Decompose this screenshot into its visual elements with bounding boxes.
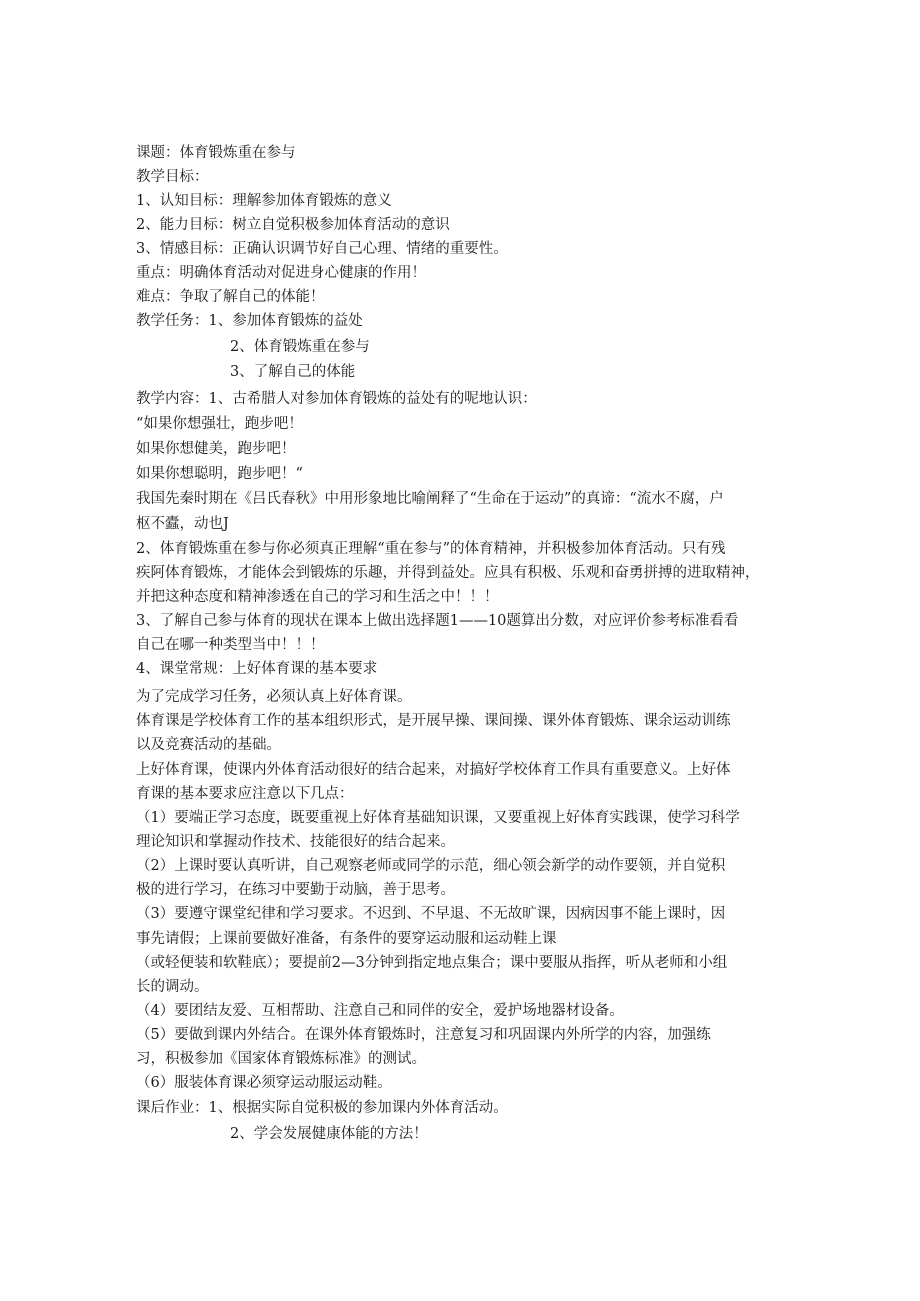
paragraph-line: 事先请假；上课前要做好准备，有条件的要穿运动服和运动鞋上课: [136, 931, 557, 947]
paragraph-line: 极的进行学习，在练习中要勤于动脑，善于思考。: [136, 882, 455, 898]
paragraph-line: 并把这种态度和精神渗透在自己的学习和生活之中！！！: [136, 589, 499, 605]
content-2: 2、体育锻炼重在参与你必须真正理解“重在参与”的体育精神，并积极参加体育活动。只有残: [136, 541, 726, 557]
homework-2: 2、学会发展健康体能的方法！: [230, 1126, 428, 1142]
content-1: 教学内容：1、古希腊人对参加体育锻炼的益处有的呢地认识：: [136, 391, 537, 407]
objective-2: 2、能力目标：树立自觉积极参加体育活动的意识: [136, 217, 450, 233]
key-point: 重点：明确体育活动对促进身心健康的作用！: [136, 265, 426, 281]
objective-3: 3、情感目标：正确认识调节好自己心理、情绪的重要性。: [136, 241, 508, 257]
content-3: 3、了解自己参与体育的现状在课本上做出选择题1——10题算出分数，对应评价参考标准看看: [136, 613, 739, 629]
requirement-1: （1）要端正学习态度，既要重视上好体育基础知识课，又要重视上好体育实践课，使学习科学: [136, 810, 740, 826]
requirement-2: （2）上课时要认真听讲，自己观察老师或同学的示范，细心领会新学的动作要领，并自觉积: [136, 858, 726, 874]
paragraph-line: 长的调动。: [136, 979, 209, 995]
homework-1: 课后作业：1、根据实际自觉积极的参加课内外体育活动。: [136, 1100, 508, 1116]
content-4: 4、课堂常规：上好体育课的基本要求: [136, 661, 378, 677]
objective-1: 1、认知目标：理解参加体育锻炼的意义: [136, 193, 392, 209]
paragraph-line: 为了完成学习任务，必须认真上好体育课。: [136, 689, 412, 705]
paragraph-line: 上好体育课，使课内外体育活动很好的结合起来，对搞好学校体育工作具有重要意义。上好体: [136, 762, 731, 778]
quote-line-3: 如果你想聪明，跑步吧！“: [136, 466, 303, 482]
paragraph-line: 理论知识和掌握动作技术、技能很好的结合起来。: [136, 834, 455, 850]
paragraph-line: （或轻便装和软鞋底）；要提前2—3分钟到指定地点集合；课中要服从指挥，听从老师和小组: [136, 955, 728, 971]
paragraph-line: 枢不蠹，动也J: [136, 516, 229, 532]
objectives-heading: 教学目标：: [136, 169, 209, 185]
requirement-6: （6）服装体育课必须穿运动服运动鞋。: [136, 1075, 392, 1091]
paragraph-line: 习，积极参加《国家体育锻炼标准》的测试。: [136, 1051, 426, 1067]
paragraph-line: 育课的基本要求应注意以下几点：: [136, 786, 354, 802]
requirement-3: （3）要遵守课堂纪律和学习要求。不迟到、不早退、不无故旷课，因病因事不能上课时，因: [136, 906, 726, 922]
task-1: 教学任务：1、参加体育锻炼的益处: [136, 313, 363, 329]
task-3: 3、了解自己的体能: [230, 364, 356, 380]
task-2: 2、体育锻炼重在参与: [230, 339, 370, 355]
paragraph-line: 我国先秦时期在《吕氏春秋》中用形象地比喻阐释了“生命在于运动”的真谛：“流水不腐，户: [136, 491, 724, 507]
requirement-5: （5）要做到课内外结合。在课外体育锻炼时，注意复习和巩固课内外所学的内容，加强练: [136, 1027, 711, 1043]
paragraph-line: 体育课是学校体育工作的基本组织形式，是开展早操、课间操、课外体育锻炼、课余运动训练: [136, 713, 731, 729]
paragraph-line: 自己在哪一种类型当中！！！: [136, 637, 325, 653]
quote-line-2: 如果你想健美，跑步吧！: [136, 441, 296, 457]
paragraph-line: 疾阿体育锻炼，才能体会到锻炼的乐趣，并得到益处。应具有积极、乐观和奋勇拼搏的进取精神，: [136, 565, 760, 581]
requirement-4: （4）要团结友爱、互相帮助、注意自己和同伴的安全，爱护场地器材设备。: [136, 1003, 624, 1019]
paragraph-line: 以及竞赛活动的基础。: [136, 737, 281, 753]
quote-line-1: “如果你想强壮，跑步吧！: [136, 416, 303, 432]
lesson-title: 课题：体育锻炼重在参与: [136, 145, 296, 161]
difficult-point: 难点：争取了解自己的体能！: [136, 289, 325, 305]
